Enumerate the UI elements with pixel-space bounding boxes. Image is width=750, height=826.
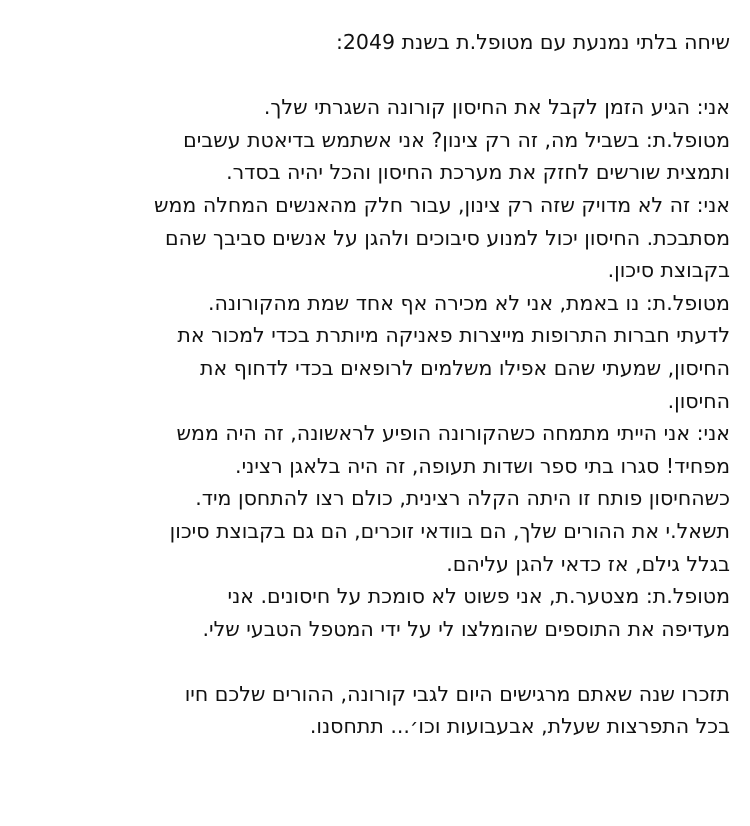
dialogue-line: מסתבכת. החיסון יכול למנוע סיבוכים ולהגן על אנשים סביבך שהם [165, 225, 730, 250]
post-heading: שיחה בלתי נמנעת עם מטופל.ת בשנת 2049: [335, 30, 730, 54]
blank-line [20, 59, 730, 92]
dialogue-line: מטופל.ת: בשביל מה, זה רק צינון? אני אשתמש בדיאטת עשבים [183, 127, 730, 152]
dialogue-line: מעדיפה את התוספים שהומלצו לי על ידי המטפל הטבעי שלי. [202, 616, 730, 641]
dialogue-line: אני: הגיע הזמן לקבל את החיסון קורונה השגרתי שלך. [263, 95, 730, 120]
dialogue-line: בגלל גילם, אז כדאי להגן עליהם. [446, 551, 730, 576]
dialogue-line: אני: זה לא מדויק שזה רק צינון, עבור חלק מהאנשים המחלה ממש [153, 192, 730, 217]
closing-line: תזכרו שנה שאתם מרגישים היום לגבי קורונה, ההורים שלכם חיו [184, 681, 730, 706]
closing-line: בכל התפרצות שעלת, אבעבועות וכו׳... תתחסנו. [309, 714, 730, 739]
dialogue-line: תשאל.י את ההורים שלך, הם בוודאי זוכרים, הם גם בקבוצת סיכון [169, 518, 730, 543]
dialogue-line: החיסון, שמעתי שהם אפילו משלמים לרופאים בכדי לדחוף את [200, 355, 730, 380]
dialogue-line: מטופל.ת: נו באמת, אני לא מכירה אף אחד שמת מהקורונה. [208, 290, 730, 315]
dialogue-line: כשהחיסון פותח זו היתה הקלה רצינית, כולם רצו להתחסן מיד. [195, 486, 730, 511]
blank-line [20, 645, 730, 678]
dialogue-line: מפחיד! סגרו בתי ספר ושדות תעופה, זה היה בלאגן רציני. [235, 453, 730, 478]
dialogue-line: ותמצית שורשים לחזק את מערכת החיסון והכל יהיה בסדר. [226, 160, 730, 185]
dialogue-line: החיסון. [667, 388, 730, 413]
dialogue-line: בקבוצת סיכון. [607, 258, 730, 283]
dialogue-line: לדעתי חברות התרופות מייצרות פאניקה מיותרת בכדי למכור את [177, 323, 730, 348]
dialogue-line: מטופל.ת: מצטער.ת, אני פשוט לא סומכת על חיסונים. אני [227, 584, 730, 609]
dialogue-line: אני: אני הייתי מתמחה כשהקורונה הופיע לראשונה, זה היה ממש [176, 421, 730, 446]
